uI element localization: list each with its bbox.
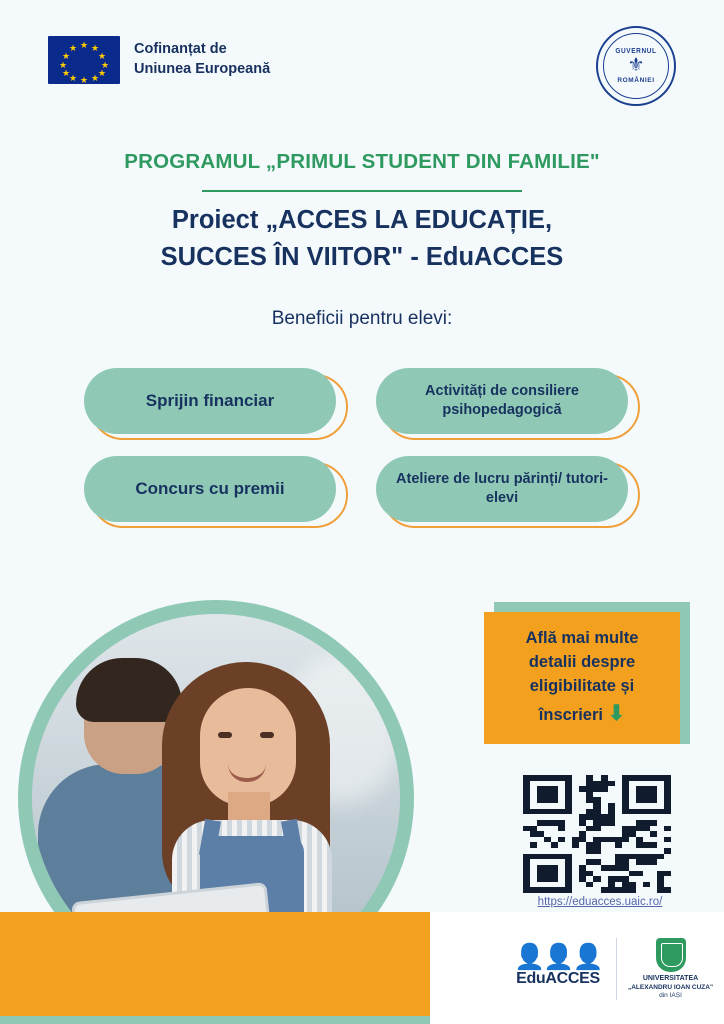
qr-link[interactable]: https://eduacces.uaic.ro/	[537, 896, 663, 908]
cta-line3: eligibilitate și	[529, 676, 635, 695]
seal-top-text: GUVERNUL	[615, 47, 657, 56]
benefit-label: Concurs cu premii	[135, 478, 285, 498]
uaic-logo	[616, 938, 716, 1000]
cta-line2: detalii despre	[528, 652, 636, 671]
eu-text-line2: Uniunea Europeană	[134, 61, 271, 77]
pill-fill	[84, 456, 336, 522]
coat-of-arms-icon: ⚜	[627, 55, 645, 76]
cta-line1: Află mai multe	[525, 628, 639, 647]
cta-line4: înscrieri	[538, 705, 603, 724]
benefit-pill	[84, 456, 348, 528]
benefit-label: Sprijin financiar	[145, 390, 275, 410]
benefit-pill	[376, 456, 640, 528]
pill-fill	[376, 368, 628, 434]
down-arrow-icon: ⬇	[607, 701, 626, 725]
footer-orange-bar	[0, 912, 430, 1024]
government-of-romania-seal	[596, 26, 676, 106]
project-title-line1: Proiect „ACCES LA EDUCAȚIE,	[171, 206, 553, 234]
eduacces-brand-text: EduACCES	[516, 970, 600, 987]
qr-code[interactable]	[523, 775, 671, 893]
cta-box	[484, 612, 680, 744]
eduacces-logo	[506, 944, 610, 988]
seal-bottom-text: ROMÂNIEI	[617, 77, 655, 84]
uaic-line3: din IAȘI	[659, 991, 682, 999]
pill-fill	[84, 368, 336, 434]
cta-text	[526, 627, 639, 729]
cta-line4-row	[526, 699, 639, 729]
title-divider	[202, 190, 522, 192]
project-title	[0, 202, 724, 276]
eu-flag: ★ ★ ★ ★ ★ ★ ★ ★ ★ ★ ★ ★	[48, 36, 120, 84]
benefit-pill	[376, 368, 640, 440]
benefit-pill	[84, 368, 348, 440]
program-title: PROGRAMUL „PRIMUL STUDENT DIN FAMILIE"	[124, 150, 600, 173]
uaic-line2: „ALEXANDRU IOAN CUZA"	[627, 983, 714, 991]
benefits-label: Beneficii pentru elevi:	[271, 308, 453, 329]
eu-cofinancing-block	[48, 36, 270, 84]
footer-green-strip	[0, 1016, 430, 1024]
uaic-crest-icon	[656, 938, 686, 972]
uaic-line1: UNIVERSITATEA	[642, 975, 699, 982]
project-title-line2: SUCCES ÎN VIITOR" - EduACCES	[160, 242, 564, 271]
benefit-label: Activități de consiliere psihopedagogică	[425, 383, 579, 418]
benefits-list	[84, 368, 640, 528]
eu-text-line1: Cofinanțat de	[134, 41, 227, 58]
people-icon: 👤👤👤	[514, 943, 602, 971]
pill-fill	[376, 456, 628, 522]
eu-cofinancing-text	[134, 40, 270, 79]
header	[0, 0, 724, 110]
benefit-label: Ateliere de lucru părinți/ tutori-elevi	[396, 471, 608, 506]
